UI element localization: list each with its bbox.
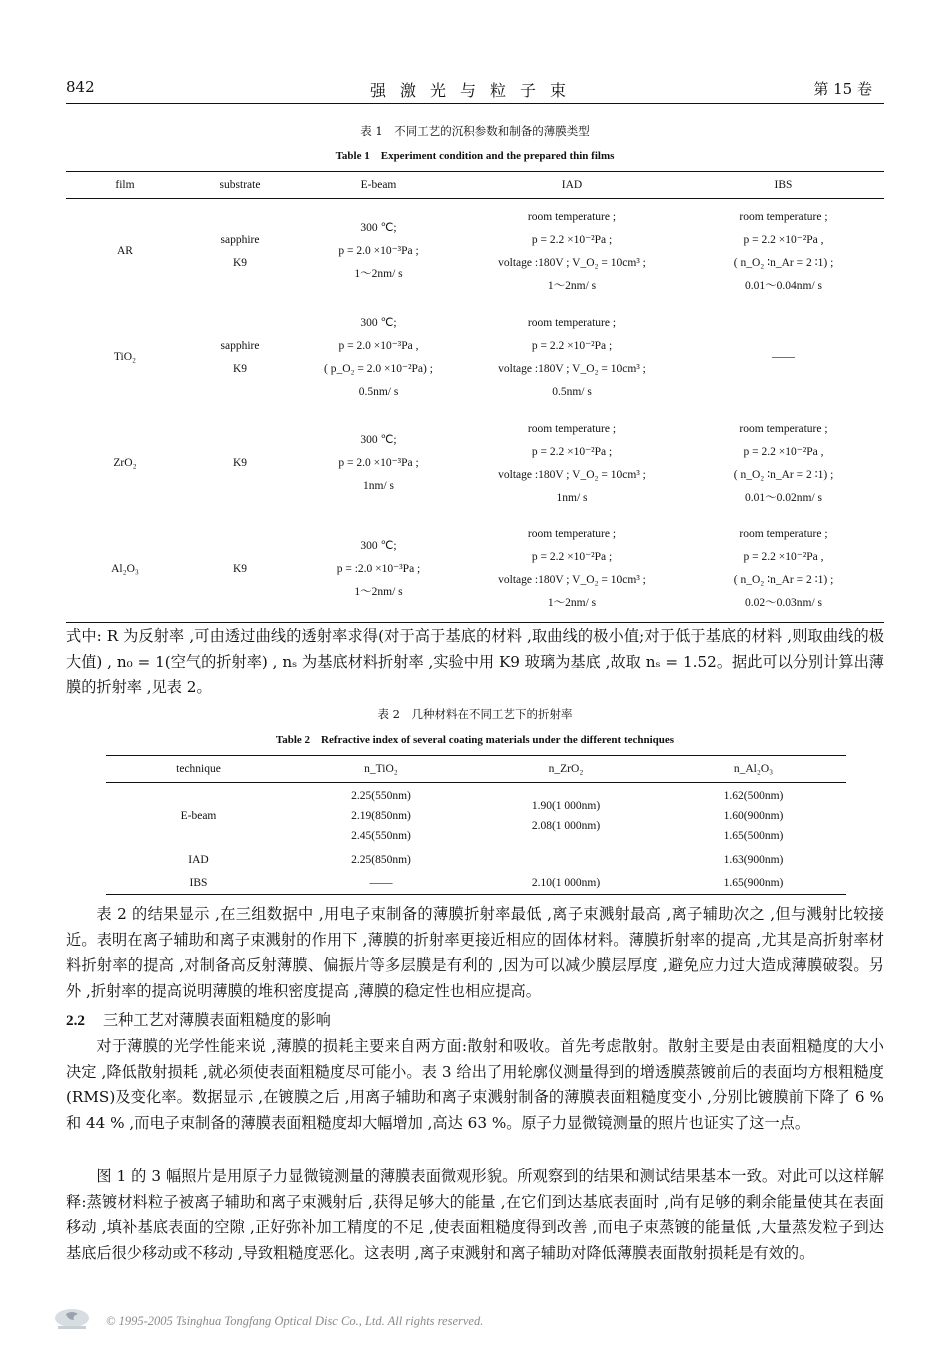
table-row: [66, 305, 884, 411]
ebeam-cell-line: 300 ℃;: [360, 539, 397, 552]
ebeam-cell-line: 1～2nm/ s: [354, 268, 403, 281]
ibs-cell-line: ——: [772, 351, 795, 363]
table-row: [66, 517, 884, 623]
substrate-cell: [184, 305, 296, 411]
iad-cell-line: room temperature ;: [527, 422, 617, 435]
substrate-cell-line: K9: [232, 256, 248, 269]
tio2-cell-line: 2.45(550nm): [351, 829, 411, 842]
copyright-footer: © 1995-2005 Tsinghua Tongfang Optical Disc Co., Ltd. All rights reserved.: [106, 1314, 484, 1328]
tio2-cell-line: ——: [369, 876, 393, 889]
iad-cell: [461, 517, 683, 623]
table1-col-header: film: [66, 172, 184, 199]
ibs-cell: [683, 411, 884, 517]
al2o3-cell-line: 1.63(900nm): [723, 854, 784, 866]
table1-header-row: [66, 172, 884, 199]
ebeam-cell: [296, 517, 461, 623]
iad-cell-line: room temperature ;: [527, 210, 617, 223]
tio2-cell-line: 2.25(550nm): [351, 789, 411, 802]
iad-cell-line: room temperature ;: [527, 528, 617, 541]
ebeam-cell: [296, 199, 461, 305]
section-title: 三种工艺对薄膜表面粗糙度的影响: [102, 1011, 331, 1029]
table2-col-header: technique: [106, 756, 291, 783]
table2-col-header: n_ZrO₂: [471, 756, 661, 783]
film-cell: [66, 517, 184, 623]
tio2-cell-line: 2.19(850nm): [351, 809, 411, 822]
substrate-cell: [184, 517, 296, 623]
technique-cell-line: IAD: [188, 854, 209, 866]
ebeam-cell-line: 1nm/ s: [363, 480, 394, 492]
table1-col-header: IAD: [461, 172, 683, 199]
film-cell-line: ZrO₂: [113, 457, 137, 469]
ebeam-cell-line: 1～2nm/ s: [354, 585, 403, 598]
ebeam-cell-line: p = 2.0 ×10⁻³Pa ;: [338, 457, 419, 469]
ebeam-cell-line: p = 2.0 ×10⁻³Pa ;: [338, 245, 419, 258]
iad-cell-line: room temperature ;: [527, 316, 617, 329]
ibs-cell-line: 0.02～0.03nm/ s: [745, 597, 822, 610]
ebeam-cell-line: p = :2.0 ×10⁻³Pa ;: [336, 562, 421, 575]
film-cell: [66, 199, 184, 305]
paragraph-formula-note: 式中: R 为反射率 ,可由透过曲线的透射率求得(对于高于基底的材料 ,取曲线的极小值;对于低于基底的材料 ,则取曲线的极大值) , n₀ = 1(空气的折射率) , nₛ 为基底材料折射率 ,实验中用 K9 玻璃为基底 ,故取 nₛ = 1.52。据此可以分别计算出薄膜的折射率 ,见表 2。: [66, 627, 884, 696]
ibs-cell-line: room temperature ;: [739, 210, 828, 223]
ibs-cell-line: room temperature ;: [739, 422, 828, 435]
film-cell-line: Al₂O₃: [111, 562, 139, 575]
al2o3-cell-line: 1.62(500nm): [723, 789, 784, 802]
running-header: [66, 78, 884, 104]
iad-cell-line: 1nm/ s: [556, 491, 588, 504]
film-cell-line: TiO₂: [113, 351, 137, 363]
iad-cell-line: voltage :180V ; V_O₂ = 10cm³ ;: [498, 574, 646, 587]
tio2-cell-line: 2.25(850nm): [351, 854, 411, 866]
table2-col-header: n_Al₂O₃: [661, 756, 846, 783]
table2-caption-en: Table 2 Refractive index of several coating materials under the different techniques: [275, 734, 675, 746]
table-row: [66, 199, 884, 305]
ibs-cell: [683, 517, 884, 623]
iad-cell-line: 1～2nm/ s: [547, 597, 597, 610]
table-row: [66, 411, 884, 517]
ibs-cell-line: p = 2.2 ×10⁻²Pa ,: [743, 551, 824, 564]
al2o3-cell-line: 1.60(900nm): [723, 809, 784, 822]
table-row: [106, 849, 846, 872]
tio2-cell: [291, 872, 471, 895]
substrate-cell: [184, 411, 296, 517]
iad-cell: [461, 305, 683, 411]
al2o3-cell-line: 1.65(500nm): [723, 829, 784, 842]
ebeam-cell-line: 300 ℃;: [360, 434, 397, 446]
table1-caption-en: Table 1 Experiment condition and the prepared thin films: [335, 150, 615, 162]
ebeam-cell: [296, 305, 461, 411]
table-row: [106, 872, 846, 895]
ibs-cell: [683, 199, 884, 305]
iad-cell-line: voltage :180V ; V_O₂ = 10cm³ ;: [498, 468, 646, 481]
substrate-cell-line: sapphire: [220, 339, 260, 352]
ibs-cell-line: ( n_O₂ ∶n_Ar = 2 ∶1) ;: [733, 256, 834, 269]
substrate-cell-line: K9: [232, 562, 248, 575]
zro2-cell: [471, 849, 661, 872]
journal-title: 强激光与粒子束: [369, 81, 580, 100]
iad-cell-line: p = 2.2 ×10⁻²Pa ;: [531, 445, 613, 458]
substrate-cell-line: K9: [232, 362, 248, 375]
ebeam-cell-line: p = 2.0 ×10⁻³Pa ,: [338, 339, 419, 352]
technique-cell-line: IBS: [189, 876, 208, 889]
technique-cell: [106, 849, 291, 872]
zro2-cell-line: 2.08(1 000nm): [531, 819, 601, 832]
iad-cell-line: p = 2.2 ×10⁻²Pa ;: [531, 233, 613, 246]
table1-caption-cn: 表 1 不同工艺的沉积参数和制备的薄膜类型: [360, 124, 590, 138]
iad-cell: [461, 199, 683, 305]
tio2-cell: [291, 849, 471, 872]
ibs-cell-line: p = 2.2 ×10⁻²Pa ,: [743, 233, 824, 246]
table1-col-header: IBS: [683, 172, 884, 199]
table1-col-header: E-beam: [296, 172, 461, 199]
al2o3-cell: [661, 783, 846, 849]
technique-cell: [106, 783, 291, 849]
table-row: [106, 783, 846, 849]
table1: [66, 171, 884, 623]
iad-cell-line: p = 2.2 ×10⁻²Pa ;: [531, 551, 613, 564]
zro2-cell-line: 1.90(1 000nm): [531, 799, 601, 812]
technique-cell-line: E-beam: [180, 809, 217, 822]
al2o3-cell-line: 1.65(900nm): [723, 876, 784, 889]
ebeam-cell-line: 0.5nm/ s: [358, 385, 399, 398]
table2-header-row: [106, 756, 846, 783]
cnki-logo-icon: [52, 1306, 92, 1332]
paragraph-table2-discussion: 表 2 的结果显示 ,在三组数据中 ,用电子束制备的薄膜折射率最低 ,离子束溅射最高 ,离子辅助次之 ,但与溅射比较接近。表明在离子辅助和离子束溅射的作用下 ,薄膜的折射率更接近相应的固体材料。薄膜折射率的提高 ,尤其是高折射率材料折射率的提高 ,对制备高反射薄膜、偏振片等多层膜是有利的 ,因为可以减少膜层厚度 ,避免应力过大造成薄膜破裂。另外 ,折射率的提高说明薄膜的堆积密度提高 ,薄膜的稳定性也相应提高。: [66, 905, 884, 1000]
substrate-cell: [184, 199, 296, 305]
ebeam-cell-line: 300 ℃;: [360, 316, 397, 329]
iad-cell-line: voltage :180V ; V_O₂ = 10cm³ ;: [498, 362, 646, 375]
film-cell: [66, 305, 184, 411]
table1-col-header: substrate: [184, 172, 296, 199]
substrate-cell-line: sapphire: [220, 233, 260, 246]
table2: [106, 755, 846, 895]
ibs-cell-line: ( n_O₂ ∶n_Ar = 2 ∶1) ;: [733, 468, 834, 481]
substrate-cell-line: K9: [232, 457, 248, 469]
ebeam-cell-line: ( p_O₂ = 2.0 ×10⁻²Pa) ;: [324, 362, 433, 375]
paragraph-afm: 图 1 的 3 幅照片是用原子力显微镜测量的薄膜表面微观形貌。所观察到的结果和测试结果基本一致。对此可以这样解释:蒸镀材料粒子被离子辅助和离子束溅射后 ,获得足够大的能量 ,在它们到达基底表面时 ,尚有足够的剩余能量使其在表面移动 ,填补基底表面的空隙 ,正好弥补加工精度的不足 ,使表面粗糙度得到改善 ,而电子束蒸镀的能量低 ,大量蒸发粒子到达基底后很少移动或不移动 ,导致粗糙度恶化。这表明 ,离子束溅射和离子辅助对降低薄膜表面散射损耗是有效的。: [66, 1167, 884, 1262]
ibs-cell-line: room temperature ;: [739, 528, 828, 541]
table2-caption-cn: 表 2 几种材料在不同工艺下的折射率: [377, 707, 573, 721]
technique-cell: [106, 872, 291, 895]
section-number: 2.2: [66, 1012, 85, 1029]
film-cell-line: AR: [117, 245, 133, 258]
film-cell: [66, 411, 184, 517]
iad-cell-line: p = 2.2 ×10⁻²Pa ;: [531, 339, 613, 352]
ibs-cell-line: 0.01～0.02nm/ s: [745, 491, 822, 504]
al2o3-cell: [661, 872, 846, 895]
ibs-cell: [683, 305, 884, 411]
volume-label: 第 15 卷: [813, 80, 872, 98]
table2-col-header: n_TiO₂: [291, 756, 471, 783]
iad-cell: [461, 411, 683, 517]
header-rule: [66, 103, 884, 104]
paragraph-roughness: 对于薄膜的光学性能来说 ,薄膜的损耗主要来自两方面:散射和吸收。首先考虑散射。散射主要是由表面粗糙度的大小决定 ,降低散射损耗 ,就必须使表面粗糙度尽可能小。表 3 给出了用轮廓仪测量得到的增透膜蒸镀前后的表面均方根粗糙度(RMS)及变化率。数据显示 ,在镀膜之后 ,用离子辅助和离子束溅射制备的薄膜表面粗糙度变小 ,分别比镀膜前下降了 6 %和 44 % ,而电子束制备的薄膜表面粗糙度却大幅增加 ,高达 63 %。原子力显微镜测量的照片也证实了这一点。: [66, 1037, 884, 1132]
ibs-cell-line: ( n_O₂ ∶n_Ar = 2 ∶1) ;: [733, 574, 834, 587]
ibs-cell-line: 0.01～0.04nm/ s: [745, 279, 822, 292]
iad-cell-line: 1～2nm/ s: [547, 279, 597, 292]
zro2-cell: [471, 872, 661, 895]
zro2-cell: [471, 783, 661, 849]
zro2-cell-line: 2.10(1 000nm): [531, 876, 601, 889]
al2o3-cell: [661, 849, 846, 872]
ibs-cell-line: p = 2.2 ×10⁻²Pa ,: [743, 445, 824, 458]
iad-cell-line: voltage :180V ; V_O₂ = 10cm³ ;: [498, 256, 646, 269]
iad-cell-line: 0.5nm/ s: [552, 385, 592, 398]
section-heading: [66, 1009, 331, 1030]
ebeam-cell-line: 300 ℃;: [360, 222, 397, 235]
ebeam-cell: [296, 411, 461, 517]
tio2-cell: [291, 783, 471, 849]
page-number: 842: [66, 78, 95, 96]
